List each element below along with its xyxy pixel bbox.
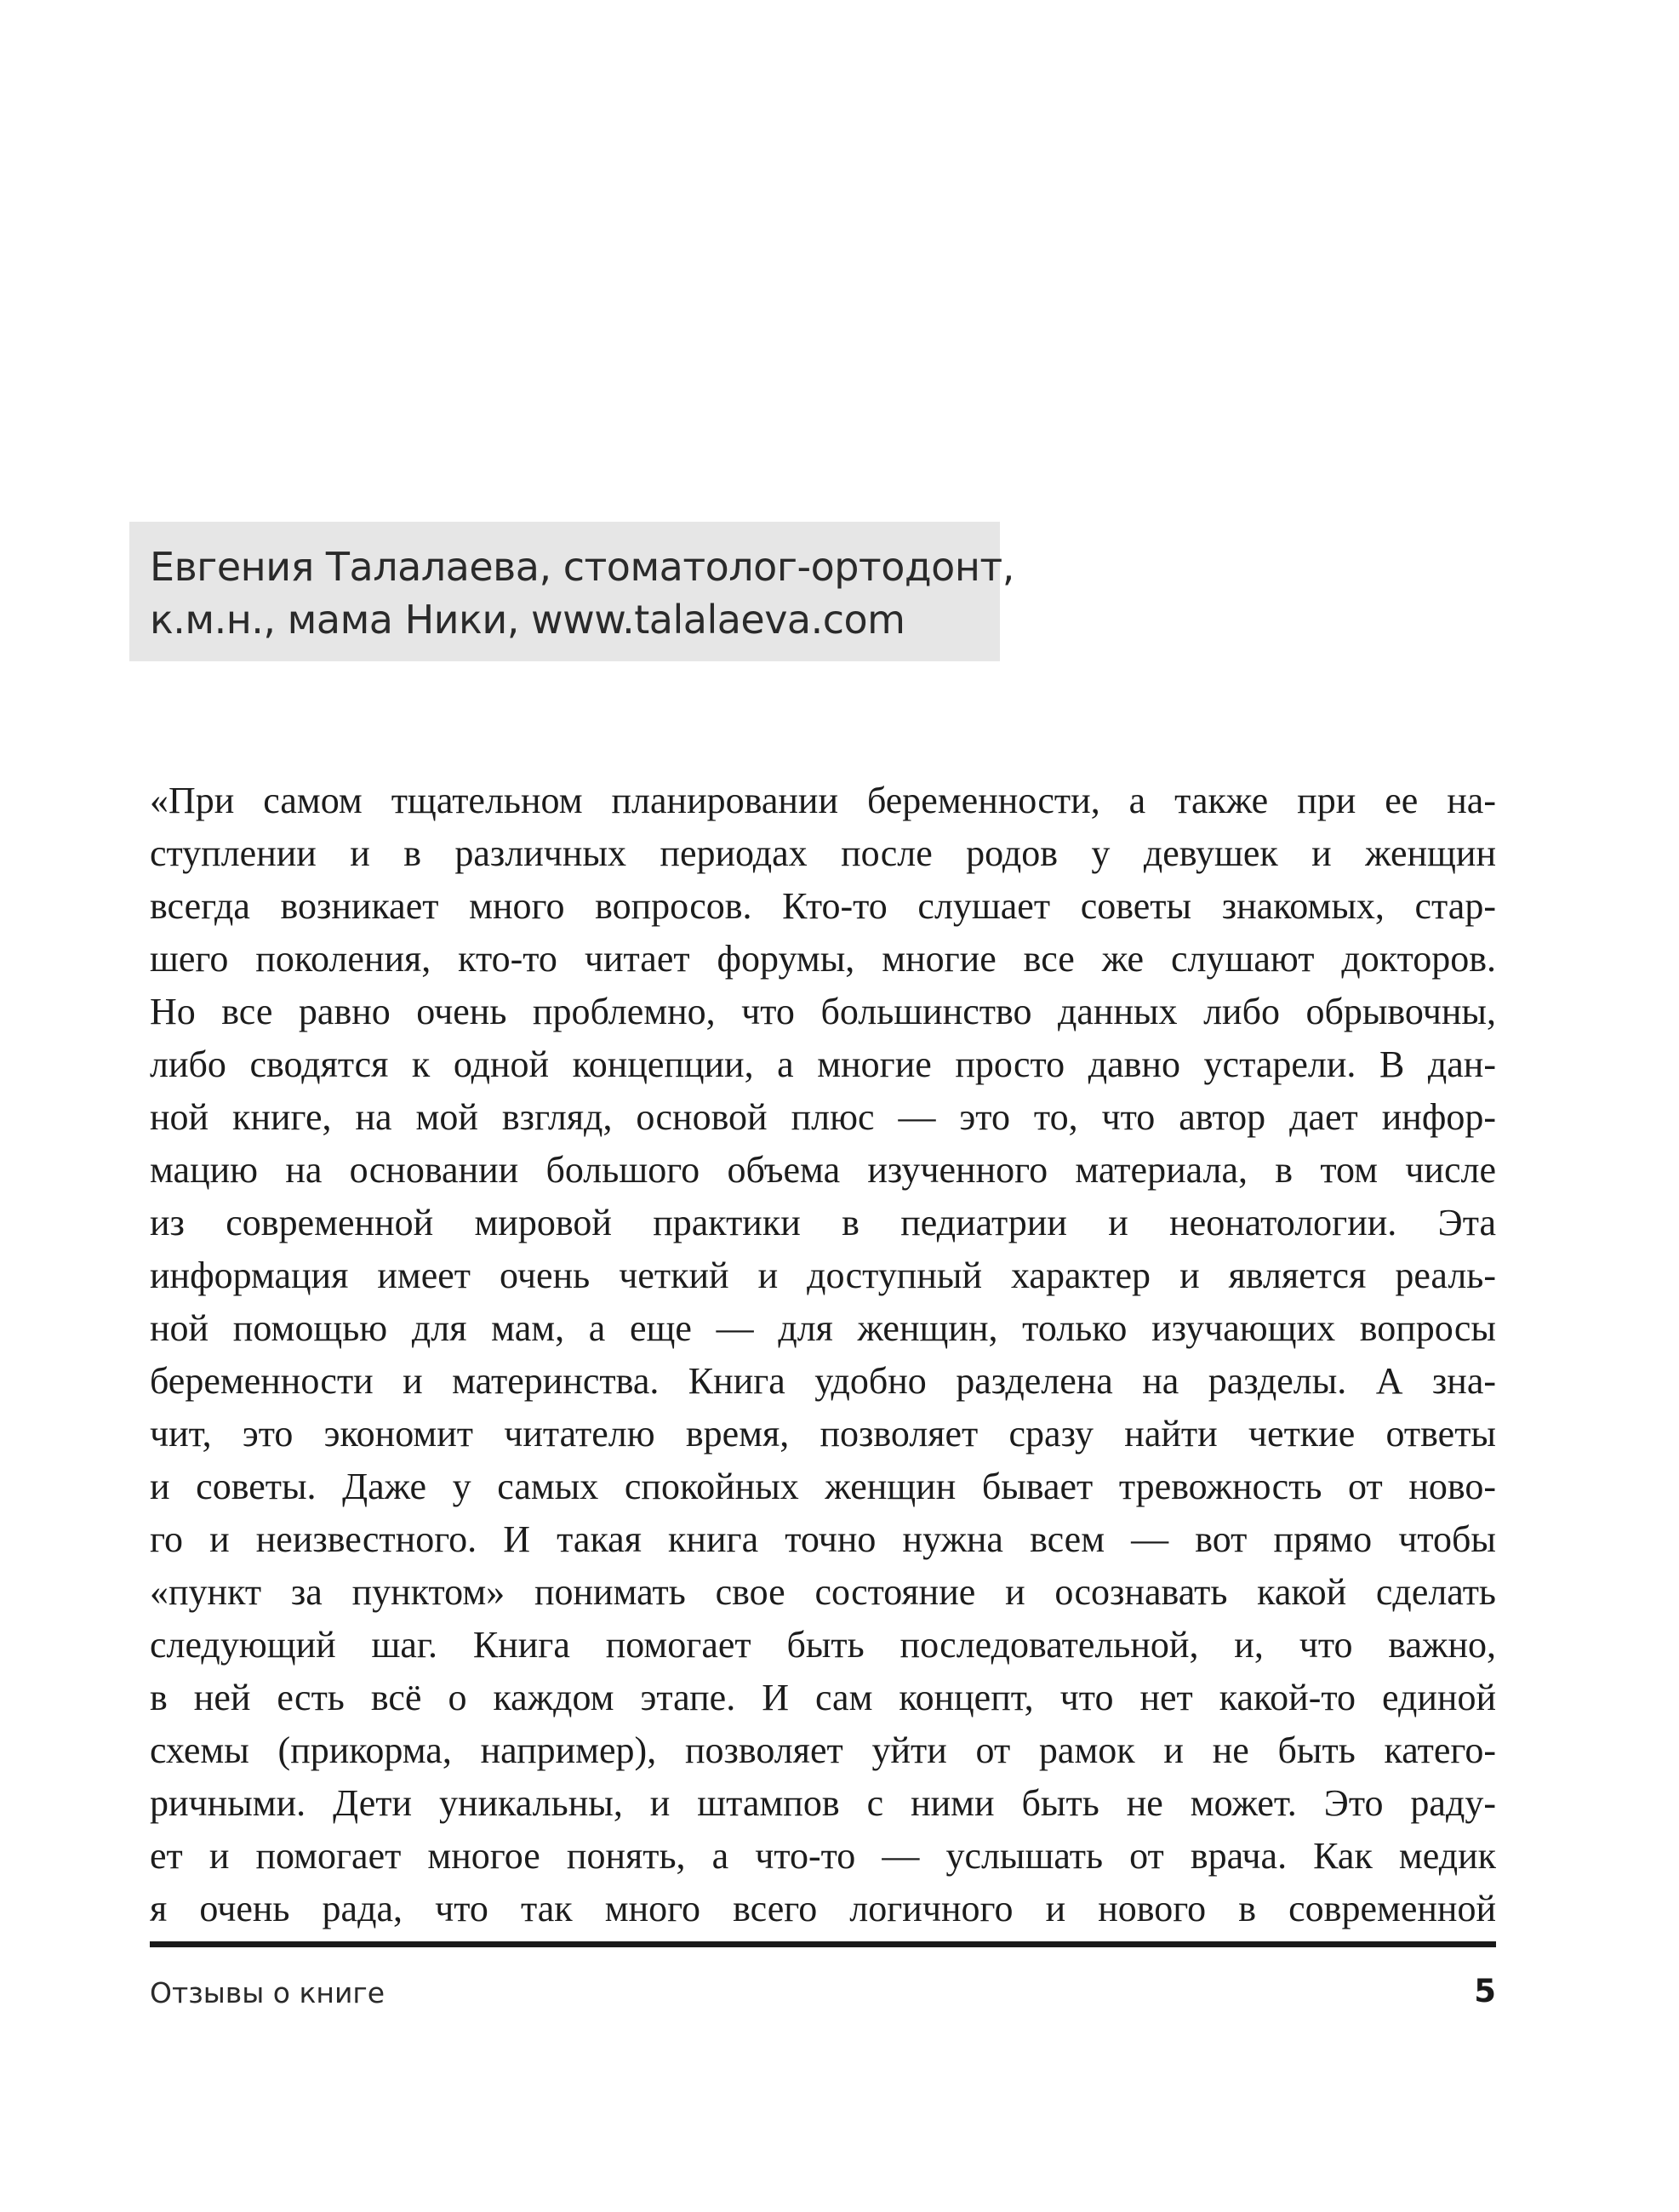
author-credentials-line: к.м.н., мама Ники, www.talalaeva.com xyxy=(150,597,905,643)
review-line: ричными. Дети уникальны, и штампов с ними быть не может. Это раду- xyxy=(150,1782,1496,1824)
review-line: в ней есть всё о каждом этапе. И сам концепт, что нет какой-то единой xyxy=(150,1677,1496,1718)
review-text xyxy=(150,774,1496,1935)
review-line: из современной мировой практики в педиатрии и неонатологии. Эта xyxy=(150,1202,1496,1243)
author-name-line: Евгения Талалаева, стоматолог-ортодонт, xyxy=(150,544,1014,590)
review-line: Но все равно очень проблемно, что большинство данных либо обрывочны, xyxy=(150,991,1496,1032)
review-line: я очень рада, что так много всего логичного и нового в современной xyxy=(150,1888,1496,1929)
footer-divider xyxy=(150,1941,1496,1947)
review-line: либо сводятся к одной концепции, а многие просто давно устарели. В дан- xyxy=(150,1043,1496,1085)
review-line: всегда возникает много вопросов. Кто-то слушает советы знакомых, стар- xyxy=(150,885,1496,927)
review-line: и советы. Даже у самых спокойных женщин бывает тревожность от ново- xyxy=(150,1466,1496,1507)
page-number: 5 xyxy=(1474,1973,1496,2009)
review-line: ной помощью для мам, а еще — для женщин, только изучающих вопросы xyxy=(150,1307,1496,1349)
review-line: схемы (прикорма, например), позволяет уйти от рамок и не быть катего- xyxy=(150,1729,1496,1771)
review-line: ет и помогает многое понять, а что-то — услышать от врача. Как медик xyxy=(150,1835,1496,1877)
review-line: мацию на основании большого объема изученного материала, в том числе xyxy=(150,1149,1496,1191)
review-line: информация имеет очень четкий и доступный характер и является реаль- xyxy=(150,1255,1496,1296)
review-line: чит, это экономит читателю время, позволяет сразу найти четкие ответы xyxy=(150,1413,1496,1455)
review-line: «пункт за пунктом» понимать свое состояние и осознавать какой сделать xyxy=(150,1571,1496,1613)
author-attribution-box xyxy=(129,522,1014,661)
review-line: го и неизвестного. И такая книга точно нужна всем — вот прямо чтобы xyxy=(150,1518,1496,1560)
review-line: следующий шаг. Книга помогает быть последовательной, и, что важно, xyxy=(150,1624,1496,1666)
review-line: беременности и материнства. Книга удобно разделена на разделы. А зна- xyxy=(150,1360,1496,1402)
footer-section-title: Отзывы о книге xyxy=(150,1976,385,2009)
review-line: шего поколения, кто-то читает форумы, многие все же слушают докторов. xyxy=(150,938,1496,980)
review-line: «При самом тщательном планировании беременности, а также при ее на- xyxy=(150,780,1496,821)
review-line: ступлении и в различных периодах после родов у девушек и женщин xyxy=(150,832,1496,874)
review-line: ной книге, на мой взгляд, основой плюс — это то, что автор дает инфор- xyxy=(150,1096,1496,1138)
